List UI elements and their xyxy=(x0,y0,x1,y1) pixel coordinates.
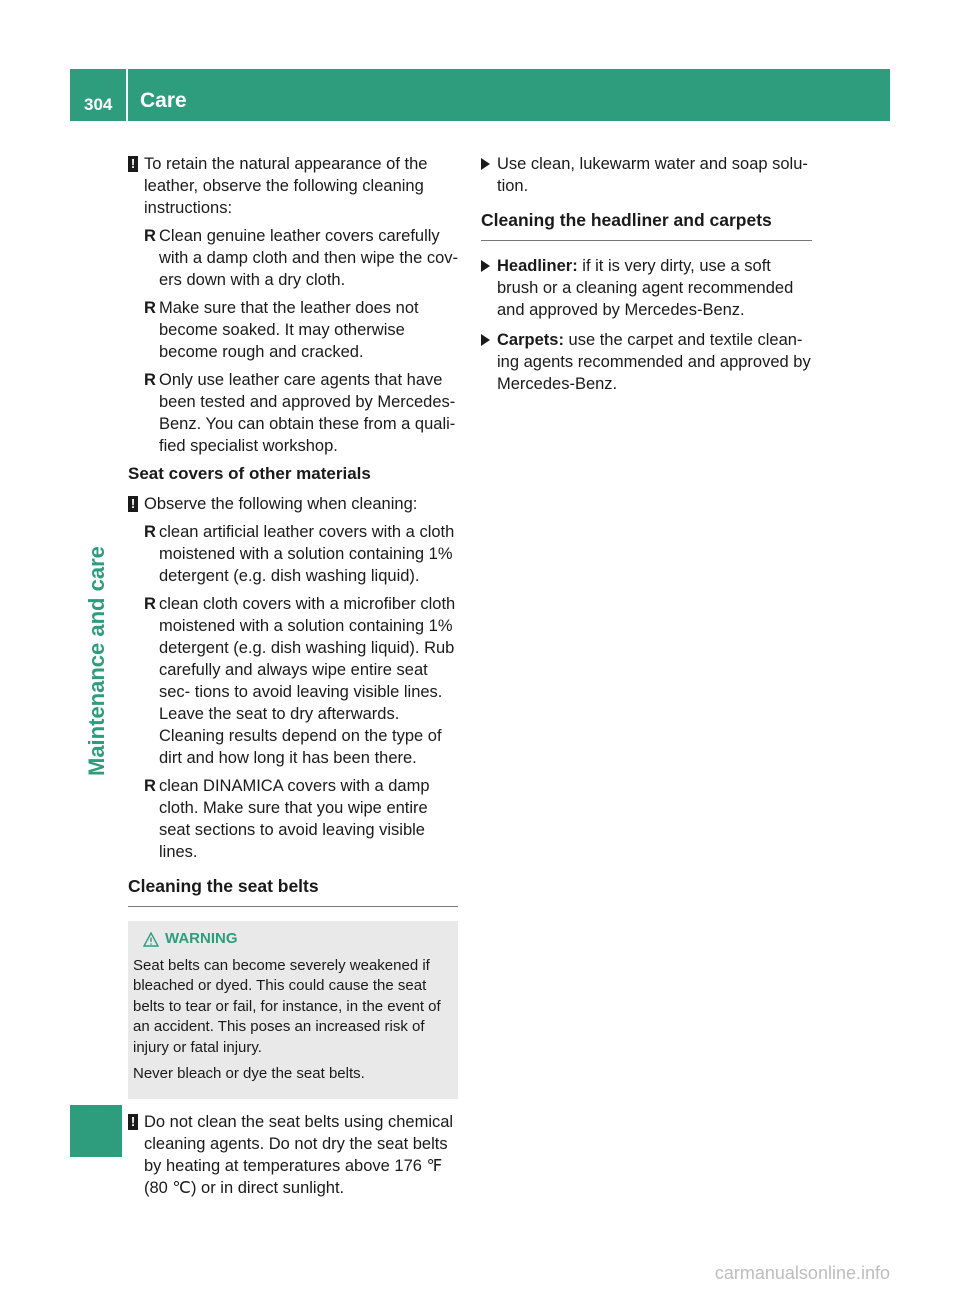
list-item: R clean DINAMICA covers with a damp cloth. Make sure that you wipe entire seat sections to avoid leaving visible lines. xyxy=(144,777,430,861)
exclamation-icon: ! xyxy=(128,156,138,172)
bullet-icon: R xyxy=(144,299,156,317)
seat-covers-heading: Seat covers of other materials xyxy=(128,464,371,483)
warning-title: WARNING xyxy=(165,930,238,947)
step-carpets xyxy=(481,329,812,395)
list-item: R Make sure that the leather does not become soaked. It may otherwise become rough and cracked. xyxy=(144,299,419,361)
warning-text: Seat belts can become severely weakened if bleached or dyed. This could cause the seat belts to tear or fail, for instance, in the event of an accident. This poses an increased risk of injury or fatal injury. xyxy=(133,956,441,1056)
bullet-icon: R xyxy=(144,371,156,389)
bullet-icon: R xyxy=(144,777,156,795)
seat-covers-note-text: Observe the following when cleaning: xyxy=(144,495,418,513)
bullet-icon: R xyxy=(144,523,156,541)
leather-note xyxy=(128,153,458,219)
seat-belts-note xyxy=(128,1111,458,1199)
headliner-label: Headliner: xyxy=(497,257,578,275)
seat-belts-heading: Cleaning the seat belts xyxy=(128,875,458,907)
side-tab-label: Maintenance and care xyxy=(84,546,109,776)
carpets-label: Carpets: xyxy=(497,331,564,349)
seat-covers-note xyxy=(128,493,458,515)
exclamation-icon: ! xyxy=(128,1114,138,1130)
section-title: Care xyxy=(140,89,187,112)
carpets-text: use the carpet and textile clean- ing agents recommended and approved by Mercedes-Benz. xyxy=(497,331,811,393)
step-arrow-icon xyxy=(481,260,490,272)
bullet-icon: R xyxy=(144,227,156,245)
warning-header xyxy=(133,929,450,950)
leather-note-text: To retain the natural appearance of the leather, observe the following cleaning instructions: xyxy=(144,155,428,217)
right-column xyxy=(481,153,812,403)
leather-bullet-list xyxy=(128,225,458,457)
step-headliner xyxy=(481,255,812,321)
warning-triangle-icon xyxy=(143,932,159,947)
list-item: R Clean genuine leather covers carefully with a damp cloth and then wipe the cov- ers down with a dry cloth. xyxy=(144,227,459,289)
seat-belts-note-text: Do not clean the seat belts using chemical cleaning agents. Do not dry the seat belts by heating at temperatures above 176 ℉ (80 ℃) or in direct sunlight. xyxy=(144,1112,454,1197)
header-divider xyxy=(126,69,128,121)
side-tab xyxy=(70,136,122,1157)
watermark: carmanualsonline.info xyxy=(714,1263,890,1283)
warning-box xyxy=(128,921,458,1099)
list-item: R clean artificial leather covers with a cloth moistened with a solution containing 1% detergent (e.g. dish washing liquid). xyxy=(144,523,455,585)
bullet-icon: R xyxy=(144,595,156,613)
headliner-text: if it is very dirty, use a soft brush or a cleaning agent recommended and approved by Mercedes-Benz. xyxy=(497,257,794,319)
step-use-water xyxy=(481,153,812,197)
list-item: R Only use leather care agents that have been tested and approved by Mercedes- Benz. You can obtain these from a quali- fied specialist workshop. xyxy=(144,371,456,455)
list-item: R clean cloth covers with a microfiber cloth moistened with a solution containing 1% detergent (e.g. dish washing liquid). Rub carefully and always wipe entire seat sec- tions to avoid leaving visible lines. Leave the seat to dry afterwards. Cleaning results depend on the type of dirt and how long it has been there. xyxy=(144,595,456,767)
page-number: 304 xyxy=(84,95,113,114)
headliner-heading: Cleaning the headliner and carpets xyxy=(481,209,812,241)
side-tab-block xyxy=(70,1105,122,1157)
seat-covers-bullet-list xyxy=(128,521,458,863)
step-text: Use clean, lukewarm water and soap solu- tion. xyxy=(497,155,808,195)
warning-action: Never bleach or dye the seat belts. xyxy=(133,1065,365,1082)
exclamation-icon: ! xyxy=(128,496,138,512)
page-header xyxy=(70,69,890,121)
step-arrow-icon xyxy=(481,334,490,346)
left-column xyxy=(128,153,458,1199)
step-arrow-icon xyxy=(481,158,490,170)
